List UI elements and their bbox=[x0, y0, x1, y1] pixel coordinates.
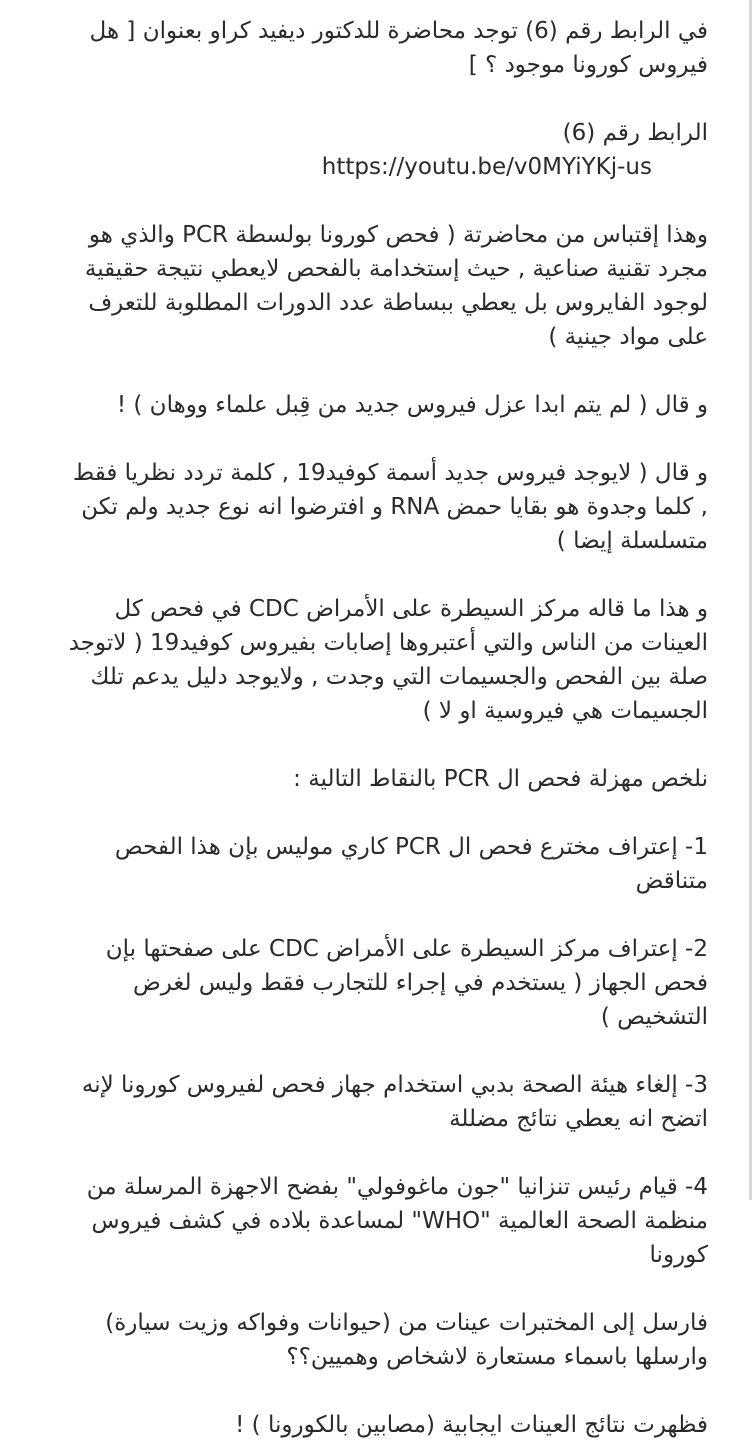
point-2: 2- إعتراف مركز السيطرة على الأمراض CDC على صفحتها بإن فحص الجهاز ( يستخدم في إجراء للتجارب فقط وليس لغرض التشخيص ) bbox=[105, 936, 708, 1030]
cdc-paragraph: و هذا ما قاله مركز السيطرة على الأمراض CDC في فحص كل العينات من الناس والتي أعتبروها إصابات بفيروس كوفيد19 ( لاتوجد صلة بين الفحص والجسيمات التي وجدت , ولايوجد دليل يدعم تلك الجسيمات هي فيروسية او لا ) bbox=[68, 596, 708, 724]
point-1: 1- إعتراف مخترع فحص ال PCR كاري موليس بإن هذا الفحص متناقض bbox=[114, 834, 708, 894]
wuhan-paragraph: و قال ( لم يتم ابدا عزل فيروس جديد من قِبل علماء ووهان ) ! bbox=[116, 392, 708, 418]
summary-heading: نلخص مهزلة فحص ال PCR بالنقاط التالية : bbox=[293, 766, 708, 792]
covid-paragraph: و قال ( لايوجد فيروس جديد أسمة كوفيد19 , كلمة تردد نظريا فقط , كلما وجدوة هو بقايا حمض RNA و افترضوا انه نوع جديد ولم تكن متسلسلة إيضا ) bbox=[72, 460, 708, 554]
link-label: الرابط رقم (6) bbox=[562, 120, 708, 146]
quote-paragraph: وهذا إقتباس من محاضرتة ( فحص كورونا بولسطة PCR والذي هو مجرد تقنية صناعية , حيث إستخدامة بالفحص لايعطي نتيجة حقيقية لوجود الفايروس بل يعطي ببساطة عدد الدورات المطلوبة للتعرف على مواد جينية ) bbox=[84, 222, 708, 350]
results-paragraph: فظهرت نتائج العينات ايجابية (مصابين بالكورونا ) ! bbox=[235, 1412, 708, 1438]
youtube-link[interactable]: https://youtu.be/v0MYiYKj-us bbox=[321, 154, 652, 180]
intro-paragraph: في الرابط رقم (6) توجد محاضرة للدكتور ديفيد كراو بعنوان [ هل فيروس كورونا موجود ؟ ] bbox=[89, 18, 708, 78]
samples-paragraph: فارسل إلى المختبرات عينات من (حيوانات وفواكه وزيت سيارة) وارسلها باسماء مستعارة لاشخاص وهميين؟؟ bbox=[105, 1310, 708, 1370]
point-3: 3- إلغاء هيئة الصحة بدبي استخدام جهاز فحص لفيروس كورونا لإنه اتضح انه يعطي نتائج مضللة bbox=[81, 1072, 708, 1132]
point-4: 4- قيام رئيس تنزانيا "جون ماغوفولي" بفضح الاجهزة المرسلة من منظمة الصحة العالمية "WHO" لمساعدة بلاده في كشف فيروس كورونا bbox=[86, 1174, 708, 1268]
